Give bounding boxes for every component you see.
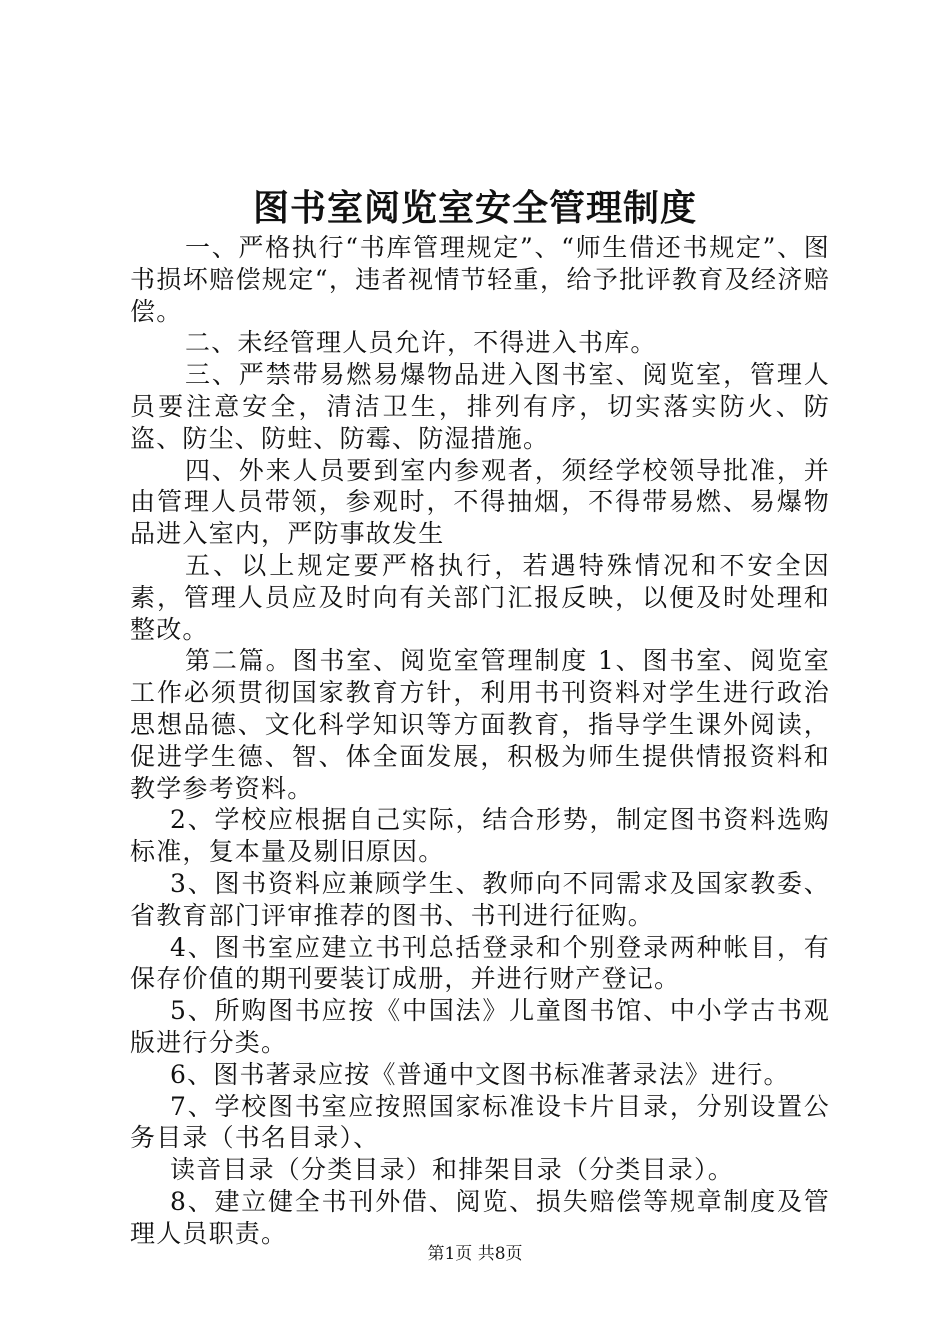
paragraph-11: 6、图书著录应按《普通中文图书标准著录法》进行。: [170, 1059, 790, 1089]
paragraph-6: 第二篇。图书室、阅览室管理制度 1、图书室、阅览室工作必须贯彻国家教育方针，利用书刊资料对学生进行政治思想品德、文化科学知识等方面教育，指导学生课外阅读，促进学生德、智、体全面发展，积极为师生提供情报资料和教学参考资料。: [130, 646, 830, 803]
paragraph-12: 7、学校图书室应按照国家标准设卡片目录，分别设置公务目录（书名目录）、: [130, 1091, 830, 1153]
paragraph-5: 五、以上规定要严格执行，若遇特殊情况和不安全因素，管理人员应及时向有关部门汇报反映，以便及时处理和整改。: [130, 550, 830, 644]
paragraph-13: 读音目录（分类目录）和排架目录（分类目录）。: [170, 1155, 734, 1185]
paragraph-3: 三、严禁带易燃易爆物品进入图书室、阅览室，管理人员要注意安全，清洁卫生，排列有序，切实落实防火、防盗、防尘、防蛀、防霉、防湿措施。: [130, 360, 830, 453]
paragraph-4: 四、外来人员要到室内参观者，须经学校领导批准，并由管理人员带领，参观时，不得抽烟，不得带易燃、易爆物品进入室内，严防事故发生: [130, 455, 830, 549]
paragraph-10: 5、所购图书应按《中国法》儿童图书馆、中小学古书观版进行分类。: [130, 996, 830, 1057]
paragraph-9: 4、图书室应建立书刊总括登录和个别登录两种帐目，有保存价值的期刊要装订成册，并进行财产登记。: [130, 932, 830, 994]
paragraph-14: 8、建立健全书刊外借、阅览、损失赔偿等规章制度及管理人员职责。: [130, 1186, 830, 1248]
paragraph-1: 一、严格执行“书库管理规定”、“师生借还书规定”、图书损坏赔偿规定“，违者视情节轻重，给予批评教育及经济赔偿。: [130, 233, 830, 326]
paragraph-8: 3、图书资料应兼顾学生、教师向不同需求及国家教委、省教育部门评审推荐的图书、书刊进行征购。: [130, 868, 830, 930]
paragraph-2: 二、未经管理人员允许，不得进入书库。: [185, 328, 657, 358]
document-body: [130, 232, 830, 1250]
page-footer: 第1页 共8页: [427, 1244, 523, 1264]
document-title: 图书室阅览室安全管理制度: [252, 187, 697, 229]
paragraph-7: 2、学校应根据自己实际，结合形势，制定图书资料选购标准，复本量及剔旧原因。: [130, 805, 830, 867]
